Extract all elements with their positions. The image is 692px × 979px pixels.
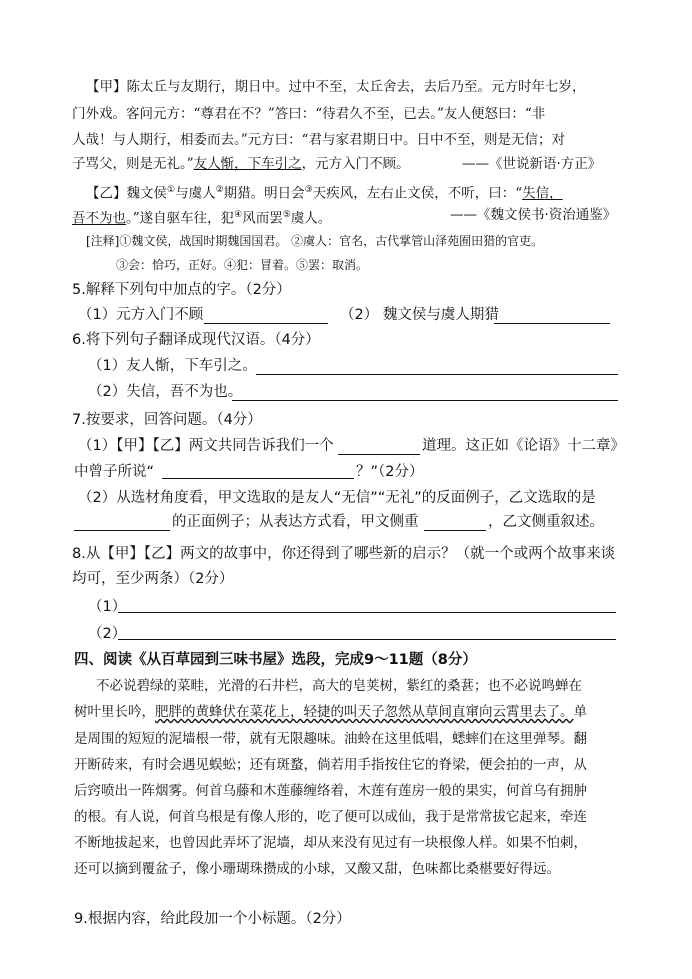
q7-part-2-text-b: 的正面例子；从表达方式看，甲文侧重 [172, 514, 419, 530]
passage-yi-text-d: 天疾风，左右止文侯，不听，曰：“ [312, 185, 523, 202]
q5-item-1-label: （1）元方入门不顾 [78, 307, 204, 323]
q7-part-1-text-c: 中曾子所说“ [74, 464, 155, 480]
underlined-sentence-yi-a: 失信， [522, 185, 563, 202]
q6-answer-2-line[interactable] [232, 400, 618, 401]
q6-item-2-label: （2）失信，吾不为也。 [88, 384, 243, 400]
passage-jia-text: 子骂父，则是无礼。” [72, 156, 194, 172]
notes-line-2: ③会：恰巧，正好。④犯：冒着。⑤罢：取消。 [116, 258, 369, 272]
passage-yi-text-e: 。”遂自驱车往，犯 [126, 210, 235, 227]
passage-jia-source: ——《世说新语·方正》 [462, 156, 602, 172]
q8-answer-2-line[interactable] [118, 639, 616, 640]
note-mark-3: ③ [304, 185, 313, 195]
passage-yi-text-c: 期猎。明日会 [223, 185, 305, 202]
q7-title: 7.按要求，回答问题。（4分） [72, 412, 262, 428]
q7-blank-4[interactable] [424, 530, 486, 531]
note-mark-2: ② [215, 185, 224, 195]
passage-jia-line-4 [72, 155, 410, 173]
reading-line-7: 不断地拔起来，也曾因此弄坏了泥墙，却从来没有见过有一块根像人样。如果不怕刺， [74, 835, 587, 851]
note-mark-4: ④ [234, 210, 243, 220]
q5-title: 5.解释下列句中加点的字。（2分） [72, 282, 291, 298]
note-mark-1: ① [167, 185, 176, 195]
underlined-sentence-jia: 友人惭，下车引之 [193, 156, 302, 172]
passage-yi-text-g: 虞人。 [290, 210, 332, 227]
q6-answer-1-line[interactable] [256, 374, 618, 375]
reading-line-5: 后窍喷出一阵烟雾。何首乌藤和木莲藤缠络着，木莲有莲房一般的果实，何首乌有拥肿 [74, 783, 587, 799]
q7-part-1-text-d: ？”（2分） [356, 464, 424, 480]
q8-title-line-1: 8.从【甲】【乙】两文的故事中，你还得到了哪些新的启示？（就一个或两个故事来谈 [72, 546, 616, 562]
q8-title-line-2: 均可，至少两条）（2分） [72, 571, 234, 587]
q8-item-2-label: （2） [88, 626, 127, 642]
q8-answer-1-line[interactable] [118, 612, 616, 613]
wavy-underlined-sentence: 肥胖的黄蜂伏在菜花上，轻捷的叫天子忽然从草间直窜向云霄里去了。 [155, 704, 574, 720]
passage-yi-source: ——《魏文侯书·资治通鉴》 [450, 207, 617, 223]
q5-answer-1-blank[interactable] [204, 323, 328, 324]
reading-line-6: 的根。有人说，何首乌根是有像人形的，吃了便可以成仙，我于是常常拔它起来，牵连 [74, 809, 587, 825]
reading-line-3: 是周围的短短的泥墙根一带，就有无限趣味。油蛉在这里低唱，蟋蟀们在这里弹琴。翻 [74, 731, 587, 747]
passage-yi-line-1 [86, 181, 563, 203]
q7-blank-2[interactable] [162, 478, 354, 479]
section-4-title: 四、阅读《从百草园到三味书屋》选段，完成9～11题（8分） [74, 652, 477, 668]
passage-jia-line-2: 门外戏。客问元方：“尊君在不？”答曰：“待君久不至，已去。”友人便怒曰：“非 [72, 106, 546, 122]
passage-jia-text-end: ，元方入门不顾。 [301, 156, 410, 172]
q6-title: 6.将下列句子翻译成现代汉语。（4分） [72, 332, 320, 348]
reading-text-a: 树叶里长吟， [74, 704, 155, 720]
passage-yi-text-f: 风而罢 [242, 210, 283, 227]
reading-line-8: 还可以摘到覆盆子，像小珊瑚珠攒成的小球，又酸又甜，色味都比桑椹要好得远。 [74, 861, 560, 877]
q8-item-1-label: （1） [88, 599, 127, 615]
passage-yi-text-b: 与虞人 [175, 185, 216, 202]
note-mark-5: ⑤ [282, 210, 291, 220]
underlined-sentence-yi-b: 吾不为也 [72, 210, 126, 227]
q5-item-2-label: （2） 魏文侯与虞人期猎 [340, 307, 499, 323]
q7-part-1-text-a: （1）【甲】【乙】两文共同告诉我们一个 [78, 438, 334, 454]
notes-line-1: [注释]①魏文侯，战国时期魏国国君。 ②虞人：官名，古代掌管山泽苑囿田猎的官吏。 [86, 234, 544, 248]
passage-jia-line-1: 【甲】陈太丘与友期行，期日中。过中不至，太丘舍去，去后乃至。元方时年七岁， [86, 79, 586, 95]
q7-part-2-text-c: ，乙文侧重叙述。 [488, 514, 604, 530]
passage-jia-line-3: 人哉！与人期行，相委而去。”元方曰：“君与家君期日中。日中不至，则是无信；对 [72, 132, 566, 148]
q5-answer-2-blank[interactable] [494, 323, 610, 324]
q7-part-2-text-a: （2）从选材角度看，甲文选取的是友人“无信”“无礼”的反面例子，乙文选取的是 [78, 490, 596, 506]
passage-yi-text-a: 【乙】魏文侯 [86, 185, 167, 202]
q7-blank-3[interactable] [74, 530, 170, 531]
reading-line-2 [74, 703, 587, 721]
q7-blank-1[interactable] [338, 454, 420, 455]
q7-part-1-text-b: 道理。这正如《论语》十二章》 [422, 438, 625, 454]
reading-line-4: 开断砖来，有时会遇见蜈蚣；还有斑蝥，倘若用手指按住它的脊梁，便会拍的一声，从 [74, 757, 587, 773]
q5-item-1 [78, 305, 203, 325]
reading-line-1: 不必说碧绿的菜畦，光滑的石井栏，高大的皂荚树，紫红的桑葚；也不必说鸣蝉在 [96, 678, 582, 694]
passage-yi-line-2 [72, 206, 331, 228]
q9-title: 9.根据内容，给此段加一个小标题。（2分） [74, 911, 351, 927]
q6-item-1-label: （1）友人惭，下车引之。 [88, 358, 257, 374]
reading-text-b: 单 [573, 704, 587, 720]
